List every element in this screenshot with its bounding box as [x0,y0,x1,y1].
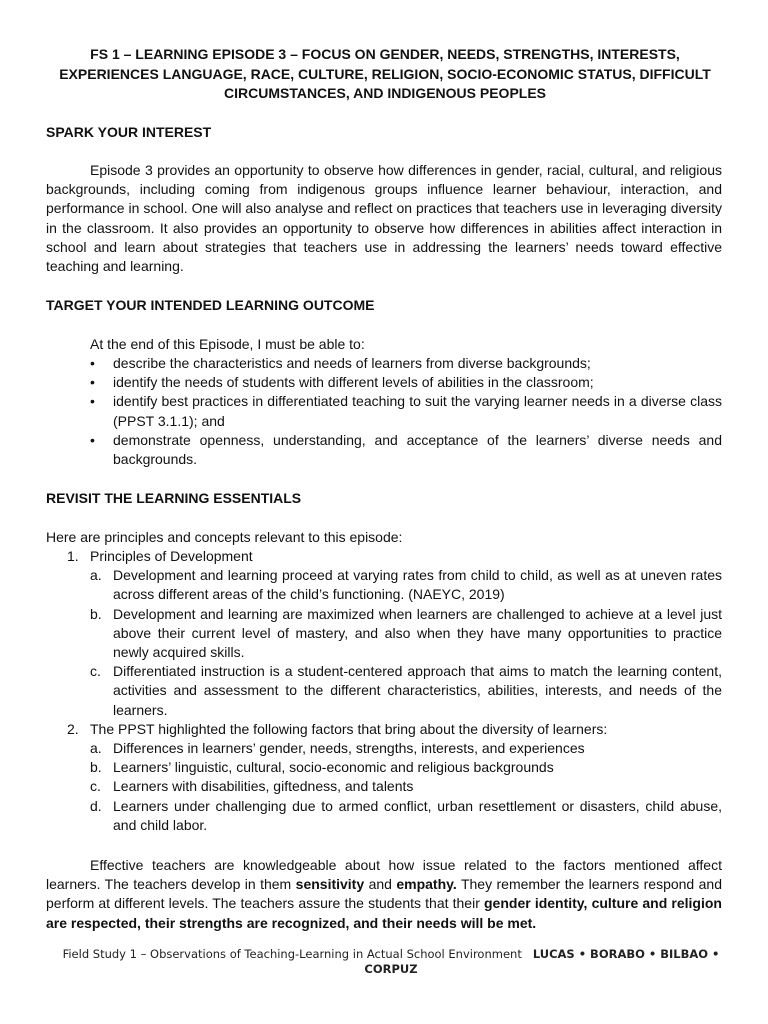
essentials-item [67,720,722,835]
revisit-intro: Here are principles and concepts relevant to this episode: [46,529,403,545]
essentials-list [67,547,722,835]
item-number: 1. [67,548,79,564]
closing-paragraph [46,856,722,933]
item-label: The PPST highlighted the following factors that bring about the diversity of learners: [90,720,608,737]
sub-letter: b. [90,759,102,776]
outcome-item [90,392,722,430]
sub-text: Development and learning are maximized when learners are challenged to achieve at a level just above their current level of mastery, and also when they have many opportunities to practice newly acquired skills. [113,605,722,661]
sub-text: Learners under challenging due to armed conflict, urban resettlement or disasters, child abuse, and child labor. [113,797,722,833]
bullet-icon: • [90,431,95,448]
sub-item [90,605,722,663]
sub-item [90,566,722,604]
revisit-heading: REVISIT THE LEARNING ESSENTIALS [46,490,302,506]
closing-bold: empathy. [396,876,457,893]
bullet-icon: • [90,374,95,391]
sub-item [90,777,722,796]
closing-bold: sensitivity [295,876,365,893]
sub-text: Learners with disabilities, giftedness, and talents [113,778,414,795]
outcome-list [90,354,722,469]
bullet-icon: • [90,355,95,371]
document-title: FS 1 – LEARNING EPISODE 3 – FOCUS ON GENDER, NEEDS, STRENGTHS, INTERESTS, EXPERIENCES LANGUAGE, RACE, CULTURE, RELIGION, SOCIO-ECONOMIC STATUS, DIFFICULT CIRCUMSTANCES, AND INDIGENOUS PEOPLES [59,46,711,101]
sub-letter: a. [90,567,102,584]
outcome-item [90,354,722,373]
sub-item [90,739,722,758]
sub-text: Learners’ linguistic, cultural, socio-economic and religious backgrounds [113,759,554,776]
outcome-text: identify best practices in differentiated teaching to suit the varying learner needs in a diverse class (PPST 3.1.1); and [113,393,722,429]
sub-list [90,566,722,720]
sub-letter: a. [90,740,102,757]
sub-list [90,739,722,835]
outcome-text: identify the needs of students with different levels of abilities in the classroom; [113,374,594,391]
item-label: Principles of Development [90,548,253,564]
essentials-item [67,547,722,720]
sub-text: Differentiated instruction is a student-centered approach that aims to match the learning content, activities and assessment to the different characteristics, abilities, interests, and needs of the learners. [113,663,722,718]
closing-text: Effective teachers are knowledgeable about how issue related to the factors mentioned affect learners. The teachers develop in them [46,857,722,893]
spark-heading: SPARK YOUR INTEREST [46,124,212,140]
sub-item [90,758,722,777]
closing-text: and [364,876,397,893]
outcome-text: demonstrate openness, understanding, and acceptance of the learners’ diverse needs and backgrounds. [113,431,722,468]
sub-item [90,797,722,835]
page-footer [60,947,722,977]
footer-text: Field Study 1 – Observations of Teaching-Learning in Actual School Environment [62,947,522,961]
sub-letter: c. [90,778,101,795]
sub-letter: c. [90,663,101,680]
target-heading: TARGET YOUR INTENDED LEARNING OUTCOME [46,297,375,313]
outcome-item [90,373,722,392]
bullet-icon: • [90,393,95,410]
sub-letter: d. [90,797,102,814]
sub-text: Development and learning proceed at varying rates from child to child, as well as at uneven rates across different areas of the child’s functioning. (NAEYC, 2019) [113,567,722,603]
footer-authors: LUCAS • BORABO • BILBAO • CORPUZ [364,947,720,976]
sub-text: Differences in learners’ gender, needs, strengths, interests, and experiences [113,740,585,757]
closing-text: They remember the learners respond and perform at different levels. The teachers assure the students that their [46,876,723,912]
item-number: 2. [67,720,79,737]
closing-bold: gender identity, culture and religion are respected, their strengths are recognized, and their needs will be met. [46,895,722,931]
spark-paragraph: Episode 3 provides an opportunity to observe how differences in gender, racial, cultural, and religious backgrounds, including coming from indigenous groups influence learner behaviour, interaction, and performance in school. One will also analyse and reflect on practices that teachers use in leveraging diversity in the classroom. It also provides an opportunity to observe how differences in abilities affect interaction in school and learn about strategies that teachers use in addressing the learners’ needs toward effective teaching and learning. [46,162,722,275]
sub-letter: b. [90,605,102,622]
outcome-text: describe the characteristics and needs of learners from diverse backgrounds; [113,355,591,371]
outcome-item [90,431,722,469]
sub-item [90,662,722,720]
target-intro: At the end of this Episode, I must be able to: [90,336,365,352]
